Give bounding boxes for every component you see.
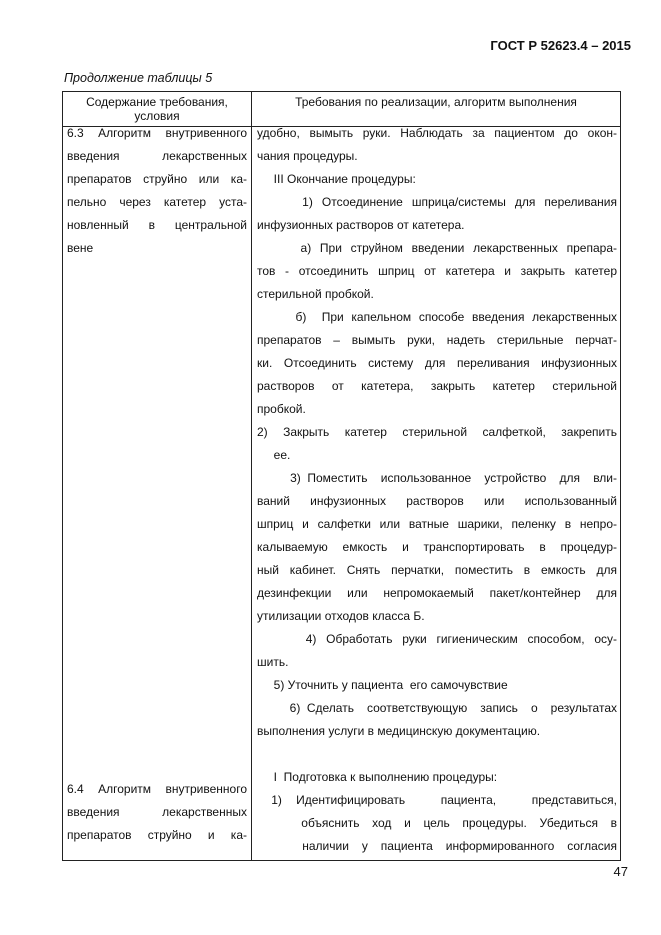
text-line: тов - отсоединить шприц от катетера и закрыть катетер — [257, 264, 617, 278]
text-line: растворов от катетера, закрыть катетер стерильной — [257, 379, 617, 393]
text-line: пельно через катетер уста- — [67, 195, 247, 209]
column-divider — [251, 92, 252, 860]
text-line: введения лекарственных — [67, 149, 247, 163]
text-line: препаратов струйно и ка- — [67, 828, 247, 842]
text-line: I Подготовка к выполнению процедуры: — [257, 770, 498, 784]
column-header-requirements: Требования по реализации, алгоритм выполнения — [295, 95, 577, 109]
document-standard-number: ГОСТ Р 52623.4 – 2015 — [490, 38, 631, 53]
text-line: 1) Идентифицировать пациента, представиться, — [257, 793, 617, 807]
text-line: новленный в центральной — [67, 218, 247, 232]
text-line: 6.3 Алгоритм внутривенного — [67, 126, 247, 140]
text-line: 3) Поместить использованное устройство для вли- — [257, 471, 617, 485]
text-line: вене — [67, 241, 94, 255]
column-header-line: условия — [134, 109, 180, 123]
column-header-line: Содержание требования, — [86, 95, 228, 109]
text-line: чания процедуры. — [257, 149, 358, 163]
text-line: калываемую емкость и транспортировать в процедур- — [257, 540, 617, 554]
text-line: стерильной пробкой. — [257, 287, 374, 301]
text-line: 2) Закрыть катетер стерильной салфеткой, закрепить — [257, 425, 617, 439]
requirements-table — [62, 91, 621, 861]
text-line: ный кабинет. Снять перчатки, поместить в емкость для — [257, 563, 617, 577]
text-line: шить. — [257, 655, 289, 669]
text-line: 5) Уточнить у пациента его самочувствие — [257, 678, 508, 692]
text-line: а) При струйном введении лекарственных препара- — [257, 241, 617, 255]
text-line: утилизации отходов класса Б. — [257, 609, 425, 623]
row-6-4-condition — [67, 778, 247, 847]
text-line: препаратов струйно или ка- — [67, 172, 247, 186]
text-line: 4) Обработать руки гигиеническим способом, осу- — [257, 632, 617, 646]
column-header-content — [65, 95, 249, 123]
text-line: дезинфекции или непромокаемый пакет/контейнер для — [257, 586, 617, 600]
text-line: 6) Сделать соответствующую запись о результатах — [257, 701, 617, 715]
text-line: ваний инфузионных растворов или использованный — [257, 494, 617, 508]
page-number: 47 — [613, 864, 628, 879]
text-line: объяснить ход и цель процедуры. Убедиться в — [257, 816, 617, 830]
text-line: 1) Отсоединение шприца/системы для переливания — [257, 195, 617, 209]
row-6-3-algorithm — [257, 122, 617, 743]
row-6-4-algorithm — [257, 766, 617, 858]
text-line: б) При капельном способе введения лекарственных — [257, 310, 617, 324]
text-line: 6.4 Алгоритм внутривенного — [67, 782, 247, 796]
row-6-3-condition — [67, 122, 247, 260]
table-caption: Продолжение таблицы 5 — [64, 71, 213, 85]
text-line: шприц и салфетки или ватные шарики, пеленку в непро- — [257, 517, 617, 531]
text-line: ки. Отсоединить систему для переливания инфузионных — [257, 356, 617, 370]
text-line: выполнения услуги в медицинскую документацию. — [257, 724, 541, 738]
text-line: III Окончание процедуры: — [257, 172, 416, 186]
text-line: инфузионных растворов от катетера. — [257, 218, 465, 232]
text-line: удобно, вымыть руки. Наблюдать за пациентом до окон- — [257, 126, 617, 140]
text-line: введения лекарственных — [67, 805, 247, 819]
text-line: пробкой. — [257, 402, 306, 416]
text-line: ее. — [257, 448, 291, 462]
text-line: препаратов – вымыть руки, надеть стерильные перчат- — [257, 333, 617, 347]
text-line: наличии у пациента информированного согласия — [257, 839, 617, 853]
